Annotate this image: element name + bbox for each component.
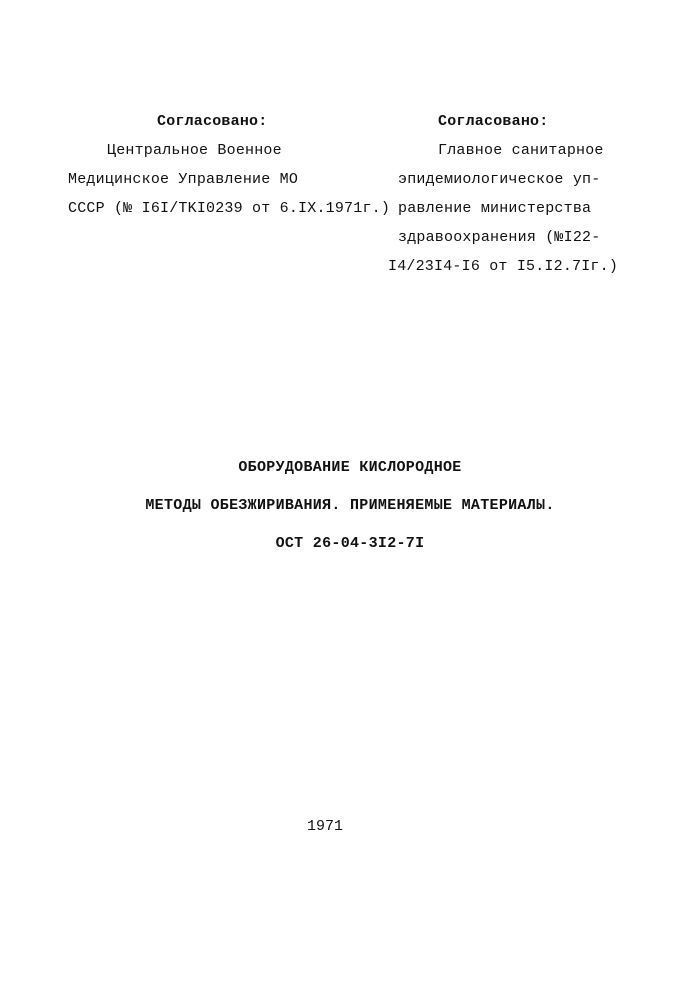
right-approval-line-4: здравоохранения (№I22- [398, 229, 601, 246]
right-approval-line-2: эпидемиологическое уп- [398, 171, 601, 188]
left-approval-line-3: СССР (№ I6I/TKI0239 от 6.IX.1971г.) [68, 200, 391, 217]
left-approval-line-1: Центральное Военное [107, 142, 282, 159]
right-approval-line-3: равление министерства [398, 200, 592, 217]
title-methods: МЕТОДЫ ОБЕЗЖИРИВАНИЯ. ПРИМЕНЯЕМЫЕ МАТЕРИАЛЫ. [145, 497, 555, 514]
title-equipment: ОБОРУДОВАНИЕ КИСЛОРОДНОЕ [238, 459, 462, 476]
right-approval-line-5: I4/23I4-I6 от I5.I2.7Iг.) [388, 258, 619, 275]
right-approval-heading: Согласовано: [438, 113, 549, 130]
right-approval-line-1: Главное санитарное [438, 142, 604, 159]
standard-number: ОСТ 26-04-3I2-7I [275, 535, 425, 552]
left-approval-line-2: Медицинское Управление МО [68, 171, 299, 188]
left-approval-heading: Согласовано: [157, 113, 268, 130]
publication-year: 1971 [306, 818, 343, 835]
